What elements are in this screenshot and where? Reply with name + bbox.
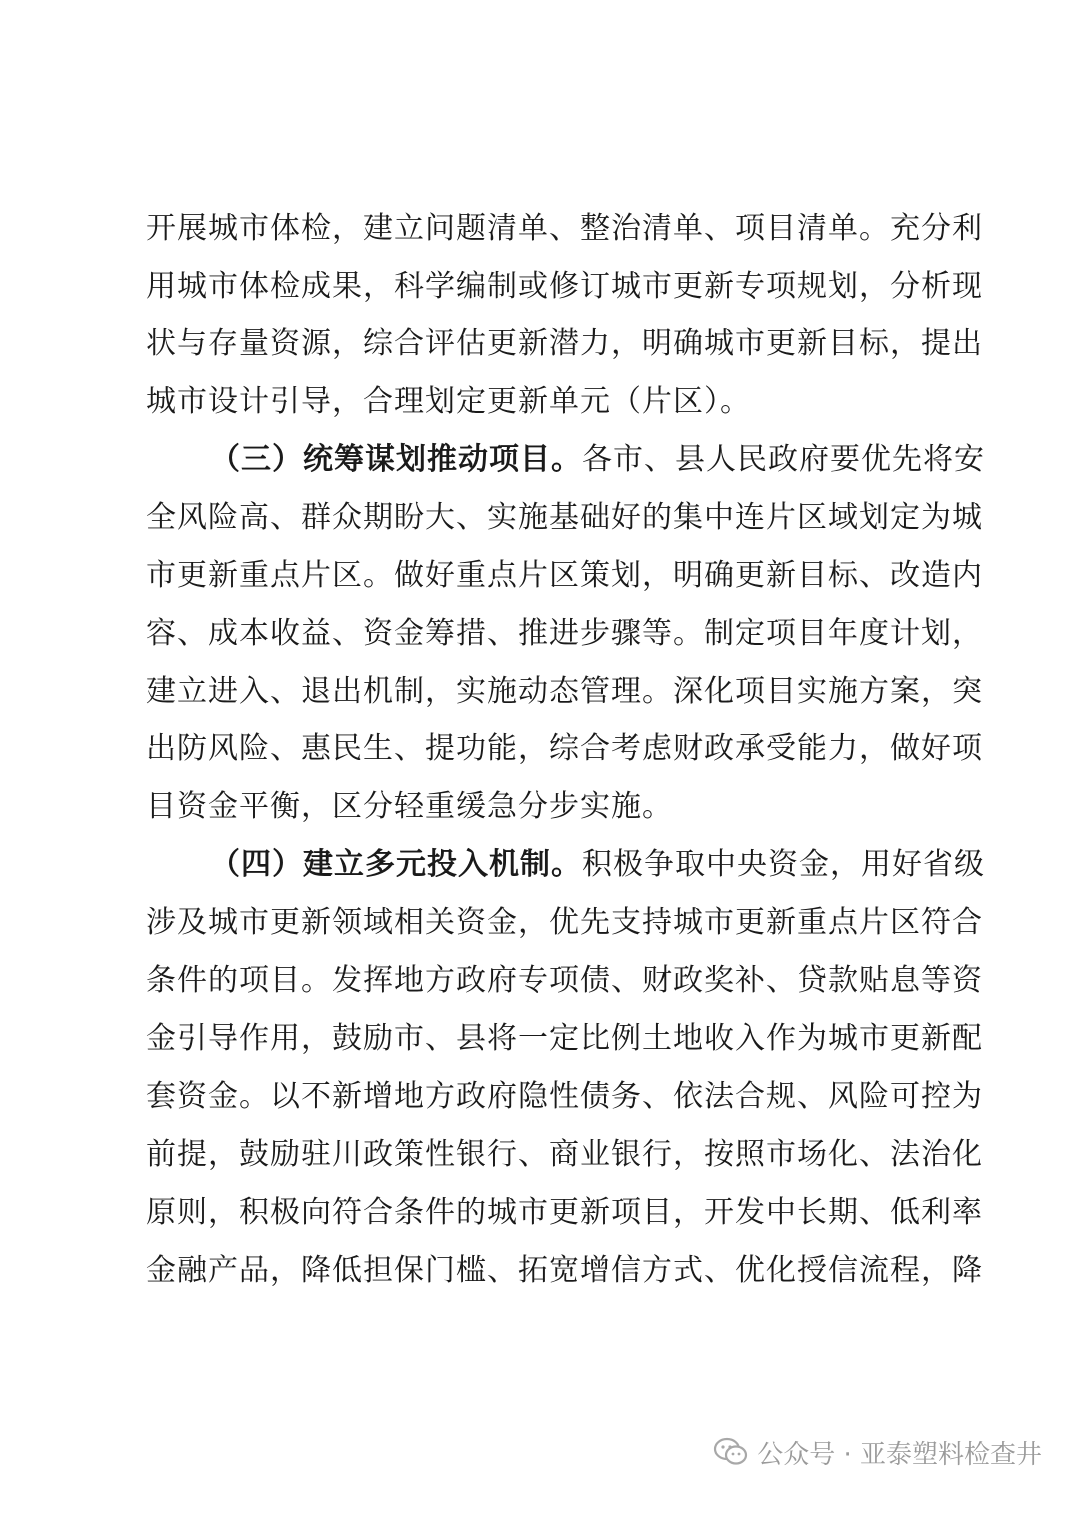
wechat-icon [713, 1437, 749, 1467]
watermark [713, 1432, 1042, 1472]
paragraph-line: 出防风险、惠民生、提功能，综合考虑财政承受能力，做好项 [146, 731, 983, 766]
section-four-heading: （四）建立多元投入机制。 [210, 847, 582, 882]
section-four-first-line [146, 836, 985, 894]
paragraph-line: 涉及城市更新领域相关资金，优先支持城市更新重点片区符合 [146, 905, 983, 940]
paragraph-line: 套资金。以不新增地方政府隐性债务、依法合规、风险可控为 [146, 1079, 983, 1114]
section-three-first-line [146, 431, 985, 489]
paragraph-line: 条件的项目。发挥地方政府专项债、财政奖补、贷款贴息等资 [146, 963, 983, 998]
section-three-heading: （三）统筹谋划推动项目。 [210, 442, 582, 477]
paragraph-line: 用城市体检成果，科学编制或修订城市更新专项规划，分析现 [146, 269, 983, 304]
section-four-text: 积极争取中央资金，用好省级 [582, 847, 985, 882]
paragraph-line: 容、成本收益、资金筹措、推进步骤等。制定项目年度计划， [146, 616, 983, 651]
paragraph-line: 建立进入、退出机制，实施动态管理。深化项目实施方案，突 [146, 674, 983, 709]
watermark-text: 公众号 · 亚泰塑料检查井 [757, 1439, 1042, 1470]
paragraph-line: 前提，鼓励驻川政策性银行、商业银行，按照市场化、法治化 [146, 1137, 983, 1172]
paragraph-line: 目资金平衡，区分轻重缓急分步实施。 [146, 789, 673, 824]
section-three-text: 各市、县人民政府要优先将安 [582, 442, 985, 477]
paragraph-line: 金融产品，降低担保门槛、拓宽增信方式、优化授信流程，降 [146, 1253, 983, 1288]
paragraph-line: 开展城市体检，建立问题清单、整治清单、项目清单。充分利 [146, 211, 983, 246]
paragraph-line: 城市设计引导，合理划定更新单元（片区）。 [146, 384, 751, 419]
paragraph-line: 市更新重点片区。做好重点片区策划，明确更新目标、改造内 [146, 558, 983, 593]
paragraph-line: 全风险高、群众期盼大、实施基础好的集中连片区域划定为城 [146, 500, 983, 535]
paragraph-line: 金引导作用，鼓励市、县将一定比例土地收入作为城市更新配 [146, 1021, 983, 1056]
paragraph-line: 状与存量资源，综合评估更新潜力，明确城市更新目标，提出 [146, 326, 983, 361]
paragraph-line: 原则，积极向符合条件的城市更新项目，开发中长期、低利率 [146, 1195, 983, 1230]
